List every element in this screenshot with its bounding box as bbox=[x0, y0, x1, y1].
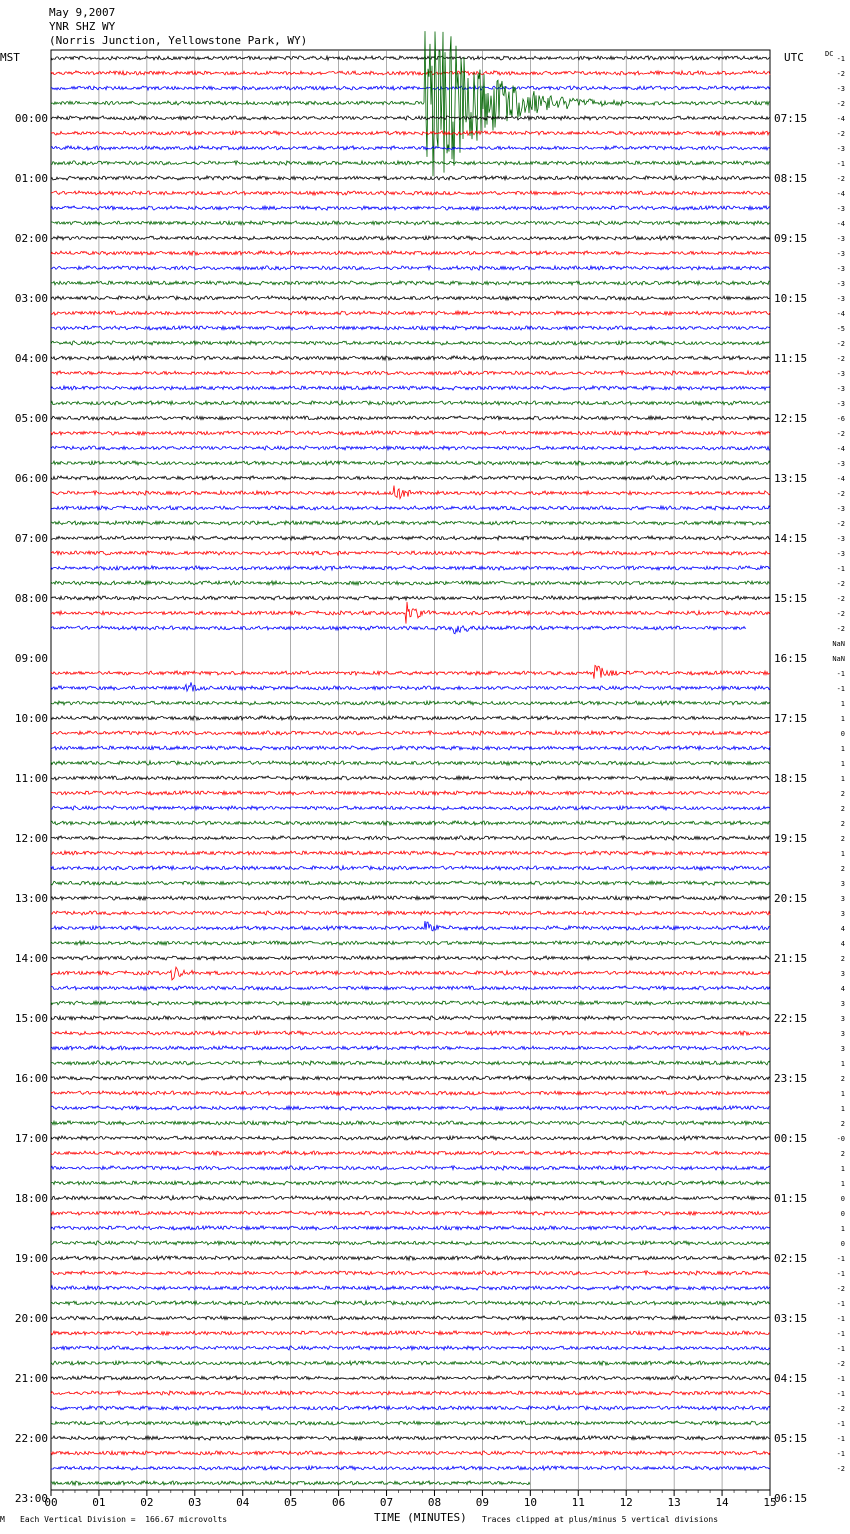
seismic-trace bbox=[51, 1016, 770, 1020]
seismic-trace bbox=[51, 921, 770, 931]
hour-label-utc: 13:15 bbox=[774, 472, 808, 485]
hour-label-utc: 16:15 bbox=[774, 652, 808, 665]
seismic-trace bbox=[51, 941, 770, 945]
x-axis-label: TIME (MINUTES) bbox=[374, 1511, 467, 1524]
seismic-trace bbox=[51, 1076, 770, 1080]
dc-offset-label: -3 bbox=[836, 550, 845, 558]
dc-offset-label: NaN bbox=[832, 640, 845, 648]
seismic-trace bbox=[51, 1271, 770, 1275]
seismic-trace bbox=[51, 431, 770, 435]
hour-label-utc: 03:15 bbox=[774, 1312, 808, 1325]
x-tick-label: 01 bbox=[92, 1496, 106, 1509]
seismic-trace bbox=[51, 746, 770, 750]
hour-label-local: 16:00 bbox=[14, 1072, 48, 1085]
seismic-trace bbox=[51, 236, 770, 240]
hour-label-local: 06:00 bbox=[14, 472, 48, 485]
dc-offset-label: 2 bbox=[840, 955, 845, 963]
x-tick-label: 15 bbox=[763, 1496, 777, 1509]
seismic-trace bbox=[51, 851, 770, 855]
dc-offset-label: -2 bbox=[836, 610, 845, 618]
seismic-trace bbox=[51, 1031, 770, 1035]
seismic-trace bbox=[51, 1361, 770, 1365]
hour-label-utc: 12:15 bbox=[774, 412, 808, 425]
left-timezone-label: MST bbox=[0, 51, 20, 64]
seismic-trace bbox=[51, 566, 770, 570]
seismic-trace bbox=[51, 1466, 770, 1470]
hour-label-local: 21:00 bbox=[14, 1372, 48, 1385]
dc-offset-label: -6 bbox=[836, 415, 845, 423]
seismic-trace bbox=[51, 1331, 770, 1335]
dc-offset-label: -1 bbox=[836, 1255, 845, 1263]
seismic-trace bbox=[51, 371, 770, 375]
seismic-trace bbox=[51, 806, 770, 810]
dc-offset-label: -1 bbox=[836, 1315, 845, 1323]
hour-label-local: 22:00 bbox=[14, 1432, 48, 1445]
seismic-trace bbox=[51, 551, 770, 555]
seismic-trace bbox=[51, 446, 770, 450]
hour-label-utc: 22:15 bbox=[774, 1012, 808, 1025]
seismic-trace bbox=[51, 1316, 770, 1320]
dc-offset-label: -1 bbox=[836, 1330, 845, 1338]
seismic-trace bbox=[51, 1301, 770, 1305]
dc-offset-label: 1 bbox=[840, 1060, 845, 1068]
dc-offset-label: 0 bbox=[840, 1240, 845, 1248]
hour-label-utc: 06:15 bbox=[774, 1492, 808, 1505]
seismic-trace bbox=[51, 896, 770, 900]
dc-offset-label: 2 bbox=[840, 865, 845, 873]
seismic-trace bbox=[51, 1136, 770, 1140]
seismic-trace bbox=[51, 1181, 770, 1185]
plot-date: May 9,2007 bbox=[49, 6, 116, 19]
hour-label-local: 01:00 bbox=[14, 172, 48, 185]
x-tick-label: 10 bbox=[523, 1496, 537, 1509]
hour-label-utc: 19:15 bbox=[774, 832, 808, 845]
dc-offset-label: 1 bbox=[840, 715, 845, 723]
seismic-trace bbox=[51, 86, 770, 90]
x-tick-label: 00 bbox=[44, 1496, 58, 1509]
clipping-note: Traces clipped at plus/minus 5 vertical divisions bbox=[482, 1515, 719, 1524]
hour-label-local: 20:00 bbox=[14, 1312, 48, 1325]
seismic-trace bbox=[51, 731, 770, 735]
dc-offset-label: -3 bbox=[836, 145, 845, 153]
dc-offset-label: -1 bbox=[836, 1345, 845, 1353]
seismic-trace bbox=[51, 311, 770, 315]
seismic-trace bbox=[51, 1436, 770, 1440]
seismic-trace bbox=[51, 506, 770, 510]
seismic-trace bbox=[51, 1151, 770, 1155]
hour-label-local: 15:00 bbox=[14, 1012, 48, 1025]
hour-label-utc: 14:15 bbox=[774, 532, 808, 545]
x-tick-label: 05 bbox=[284, 1496, 298, 1509]
hour-label-utc: 04:15 bbox=[774, 1372, 808, 1385]
dc-offset-label: -2 bbox=[836, 490, 845, 498]
dc-offset-label: 3 bbox=[840, 1045, 845, 1053]
dc-offset-label: -3 bbox=[836, 400, 845, 408]
seismic-trace bbox=[51, 191, 770, 195]
seismic-trace bbox=[51, 881, 770, 885]
hour-label-local: 00:00 bbox=[14, 112, 48, 125]
seismic-trace bbox=[51, 416, 770, 420]
dc-offset-label: -4 bbox=[836, 475, 845, 483]
dc-offset-label: -0 bbox=[836, 1135, 845, 1143]
hour-label-local: 18:00 bbox=[14, 1192, 48, 1205]
hour-label-utc: 23:15 bbox=[774, 1072, 808, 1085]
hour-label-utc: 10:15 bbox=[774, 292, 808, 305]
seismic-trace bbox=[51, 761, 770, 765]
seismic-trace bbox=[51, 486, 770, 499]
dc-offset-label: -2 bbox=[836, 100, 845, 108]
hour-label-utc: 08:15 bbox=[774, 172, 808, 185]
seismic-trace bbox=[51, 1196, 770, 1200]
dc-offset-label: 1 bbox=[840, 1105, 845, 1113]
x-tick-label: 11 bbox=[571, 1496, 585, 1509]
dc-offset-label: -3 bbox=[836, 280, 845, 288]
seismic-trace bbox=[51, 1241, 770, 1245]
station-code: YNR SHZ WY bbox=[49, 20, 116, 33]
hour-label-utc: 18:15 bbox=[774, 772, 808, 785]
seismic-trace bbox=[51, 1346, 770, 1350]
hour-label-utc: 15:15 bbox=[774, 592, 808, 605]
footer-marker: M bbox=[0, 1515, 5, 1524]
dc-offset-label: 3 bbox=[840, 1000, 845, 1008]
dc-offset-label: 3 bbox=[840, 895, 845, 903]
dc-offset-label: -1 bbox=[836, 1375, 845, 1383]
dc-offset-label: -2 bbox=[836, 520, 845, 528]
dc-offset-label: -1 bbox=[836, 1300, 845, 1308]
dc-offset-label: -2 bbox=[836, 625, 845, 633]
hour-label-local: 11:00 bbox=[14, 772, 48, 785]
x-tick-label: 14 bbox=[715, 1496, 729, 1509]
dc-offset-label: -4 bbox=[836, 115, 845, 123]
seismic-trace bbox=[51, 967, 770, 980]
seismic-trace bbox=[51, 1121, 770, 1125]
dc-offset-label: 1 bbox=[840, 1180, 845, 1188]
dc-offset-label: -4 bbox=[836, 310, 845, 318]
dc-offset-label: -3 bbox=[836, 295, 845, 303]
seismic-trace bbox=[51, 701, 770, 705]
seismic-trace bbox=[51, 161, 770, 165]
seismic-trace bbox=[51, 1406, 770, 1410]
hour-label-utc: 00:15 bbox=[774, 1132, 808, 1145]
dc-offset-label: 4 bbox=[840, 940, 845, 948]
dc-offset-label: 0 bbox=[840, 730, 845, 738]
dc-offset-label: -2 bbox=[836, 70, 845, 78]
dc-offset-label: 3 bbox=[840, 1030, 845, 1038]
seismic-trace bbox=[51, 1226, 770, 1230]
hour-label-utc: 20:15 bbox=[774, 892, 808, 905]
seismic-trace bbox=[51, 251, 770, 255]
seismic-trace bbox=[51, 1451, 770, 1455]
hour-label-utc: 21:15 bbox=[774, 952, 808, 965]
dc-offset-label: -3 bbox=[836, 385, 845, 393]
seismic-trace bbox=[51, 146, 770, 150]
seismic-trace bbox=[51, 401, 770, 405]
x-tick-label: 13 bbox=[667, 1496, 681, 1509]
hour-label-utc: 05:15 bbox=[774, 1432, 808, 1445]
dc-offset-label: 1 bbox=[840, 1225, 845, 1233]
dc-offset-label: -1 bbox=[836, 565, 845, 573]
dc-offset-label: -3 bbox=[836, 505, 845, 513]
seismic-trace bbox=[51, 716, 770, 720]
hour-label-utc: 17:15 bbox=[774, 712, 808, 725]
seismic-trace bbox=[51, 71, 770, 75]
seismic-trace bbox=[51, 326, 770, 330]
hour-label-utc: 07:15 bbox=[774, 112, 808, 125]
dc-offset-label: -2 bbox=[836, 1285, 845, 1293]
dc-offset-label: -2 bbox=[836, 595, 845, 603]
seismic-trace bbox=[51, 341, 770, 345]
vertical-division-note: Each Vertical Division = 166.67 microvolts bbox=[20, 1515, 228, 1524]
seismic-trace bbox=[51, 1166, 770, 1170]
dc-offset-label: -1 bbox=[836, 1435, 845, 1443]
dc-offset-label: -3 bbox=[836, 370, 845, 378]
hour-label-local: 03:00 bbox=[14, 292, 48, 305]
x-tick-label: 07 bbox=[379, 1496, 394, 1509]
dc-offset-label: -1 bbox=[836, 1450, 845, 1458]
seismic-trace bbox=[51, 1061, 770, 1065]
seismic-trace bbox=[51, 1106, 770, 1110]
dc-offset-label: 2 bbox=[840, 820, 845, 828]
dc-offset-label: 2 bbox=[840, 1075, 845, 1083]
seismic-trace bbox=[51, 1421, 770, 1425]
seismic-trace bbox=[51, 31, 770, 176]
hour-label-local: 08:00 bbox=[14, 592, 48, 605]
dc-offset-label: -1 bbox=[836, 1420, 845, 1428]
seismic-trace bbox=[51, 221, 770, 225]
seismic-trace bbox=[51, 821, 770, 825]
dc-offset-label: -1 bbox=[836, 1390, 845, 1398]
station-location: (Norris Junction, Yellowstone Park, WY) bbox=[49, 34, 308, 47]
dc-offset-label: 3 bbox=[840, 880, 845, 888]
dc-offset-label: 2 bbox=[840, 805, 845, 813]
seismic-trace bbox=[51, 956, 770, 960]
dc-offset-label: 2 bbox=[840, 1120, 845, 1128]
dc-offset-label: -2 bbox=[836, 1360, 845, 1368]
hour-label-local: 07:00 bbox=[14, 532, 48, 545]
dc-offset-label: 1 bbox=[840, 850, 845, 858]
right-timezone-label: UTC bbox=[784, 51, 804, 64]
seismic-trace bbox=[51, 911, 770, 915]
dc-offset-label: -1 bbox=[836, 670, 845, 678]
seismic-trace bbox=[51, 596, 770, 600]
dc-offset-label: -2 bbox=[836, 1405, 845, 1413]
dc-offset-header: DC bbox=[825, 50, 834, 58]
seismic-trace bbox=[51, 836, 770, 840]
seismic-trace bbox=[51, 266, 770, 270]
dc-offset-label: NaN bbox=[832, 655, 845, 663]
dc-offset-label: -2 bbox=[836, 1465, 845, 1473]
dc-offset-label: -3 bbox=[836, 250, 845, 258]
seismic-trace bbox=[51, 131, 770, 135]
dc-offset-label: -2 bbox=[836, 580, 845, 588]
seismic-trace bbox=[51, 866, 770, 870]
dc-offset-label: 1 bbox=[840, 760, 845, 768]
seismic-trace bbox=[51, 176, 770, 180]
hour-label-local: 04:00 bbox=[14, 352, 48, 365]
seismic-trace bbox=[51, 776, 770, 780]
seismic-trace bbox=[51, 116, 770, 120]
hour-label-utc: 11:15 bbox=[774, 352, 808, 365]
hour-label-local: 10:00 bbox=[14, 712, 48, 725]
x-tick-label: 09 bbox=[475, 1496, 490, 1509]
seismic-trace bbox=[51, 356, 770, 360]
hour-label-local: 02:00 bbox=[14, 232, 48, 245]
dc-offset-label: -1 bbox=[836, 685, 845, 693]
dc-offset-label: 4 bbox=[840, 985, 845, 993]
seismic-trace bbox=[51, 386, 770, 390]
dc-offset-label: -2 bbox=[836, 430, 845, 438]
dc-offset-label: -1 bbox=[836, 55, 845, 63]
x-tick-label: 12 bbox=[619, 1496, 633, 1509]
x-tick-label: 04 bbox=[236, 1496, 250, 1509]
dc-offset-label: 3 bbox=[840, 910, 845, 918]
seismic-trace bbox=[51, 1376, 770, 1380]
seismic-trace bbox=[51, 476, 770, 480]
x-tick-label: 08 bbox=[427, 1496, 442, 1509]
hour-label-local: 17:00 bbox=[14, 1132, 48, 1145]
dc-offset-label: -3 bbox=[836, 205, 845, 213]
dc-offset-label: -3 bbox=[836, 85, 845, 93]
hour-label-utc: 09:15 bbox=[774, 232, 808, 245]
seismic-trace bbox=[51, 626, 770, 634]
seismic-trace bbox=[51, 682, 770, 691]
hour-label-local: 09:00 bbox=[14, 652, 48, 665]
dc-offset-label: 2 bbox=[840, 835, 845, 843]
x-tick-label: 02 bbox=[140, 1496, 154, 1509]
hour-label-local: 12:00 bbox=[14, 832, 48, 845]
dc-offset-label: -2 bbox=[836, 175, 845, 183]
seismic-trace bbox=[51, 665, 770, 678]
dc-offset-label: 2 bbox=[840, 790, 845, 798]
seismic-trace bbox=[51, 581, 770, 585]
hour-label-local: 23:00 bbox=[14, 1492, 48, 1505]
x-tick-label: 06 bbox=[331, 1496, 346, 1509]
dc-offset-label: -3 bbox=[836, 535, 845, 543]
seismic-trace bbox=[51, 536, 770, 540]
seismic-trace bbox=[51, 791, 770, 795]
seismic-trace bbox=[51, 1001, 770, 1005]
hour-label-local: 13:00 bbox=[14, 892, 48, 905]
seismic-trace bbox=[51, 461, 770, 465]
seismic-trace bbox=[51, 602, 770, 624]
dc-offset-label: 0 bbox=[840, 1195, 845, 1203]
seismic-trace bbox=[51, 281, 770, 285]
hour-label-utc: 01:15 bbox=[774, 1192, 808, 1205]
dc-offset-label: -3 bbox=[836, 265, 845, 273]
hour-label-local: 14:00 bbox=[14, 952, 48, 965]
dc-offset-label: -5 bbox=[836, 325, 845, 333]
dc-offset-label: -3 bbox=[836, 235, 845, 243]
dc-offset-label: -3 bbox=[836, 460, 845, 468]
hour-label-local: 19:00 bbox=[14, 1252, 48, 1265]
x-tick-label: 03 bbox=[188, 1496, 202, 1509]
dc-offset-label: 1 bbox=[840, 700, 845, 708]
hour-label-utc: 02:15 bbox=[774, 1252, 808, 1265]
dc-offset-label: -1 bbox=[836, 1270, 845, 1278]
dc-offset-label: -2 bbox=[836, 130, 845, 138]
dc-offset-label: 1 bbox=[840, 1165, 845, 1173]
dc-offset-label: 4 bbox=[840, 925, 845, 933]
seismic-trace bbox=[51, 986, 770, 990]
dc-offset-label: 3 bbox=[840, 970, 845, 978]
dc-offset-label: 0 bbox=[840, 1210, 845, 1218]
dc-offset-label: -4 bbox=[836, 220, 845, 228]
dc-offset-label: -2 bbox=[836, 340, 845, 348]
dc-offset-label: -4 bbox=[836, 190, 845, 198]
seismic-trace bbox=[51, 206, 770, 210]
seismic-trace bbox=[51, 1481, 770, 1485]
hour-label-local: 05:00 bbox=[14, 412, 48, 425]
seismic-trace bbox=[51, 1046, 770, 1050]
dc-offset-label: -2 bbox=[836, 355, 845, 363]
seismic-trace bbox=[51, 1286, 770, 1290]
dc-offset-label: 2 bbox=[840, 1150, 845, 1158]
seismic-trace bbox=[51, 296, 770, 300]
seismic-trace bbox=[51, 521, 770, 525]
dc-offset-label: -4 bbox=[836, 445, 845, 453]
dc-offset-label: 1 bbox=[840, 1090, 845, 1098]
dc-offset-label: 3 bbox=[840, 1015, 845, 1023]
seismic-trace bbox=[51, 1256, 770, 1260]
seismic-trace bbox=[51, 1211, 770, 1215]
seismic-trace bbox=[51, 56, 770, 60]
seismic-trace bbox=[51, 1091, 770, 1095]
dc-offset-label: 1 bbox=[840, 745, 845, 753]
dc-offset-label: -1 bbox=[836, 160, 845, 168]
seismic-trace bbox=[51, 1391, 770, 1395]
dc-offset-label: 1 bbox=[840, 775, 845, 783]
